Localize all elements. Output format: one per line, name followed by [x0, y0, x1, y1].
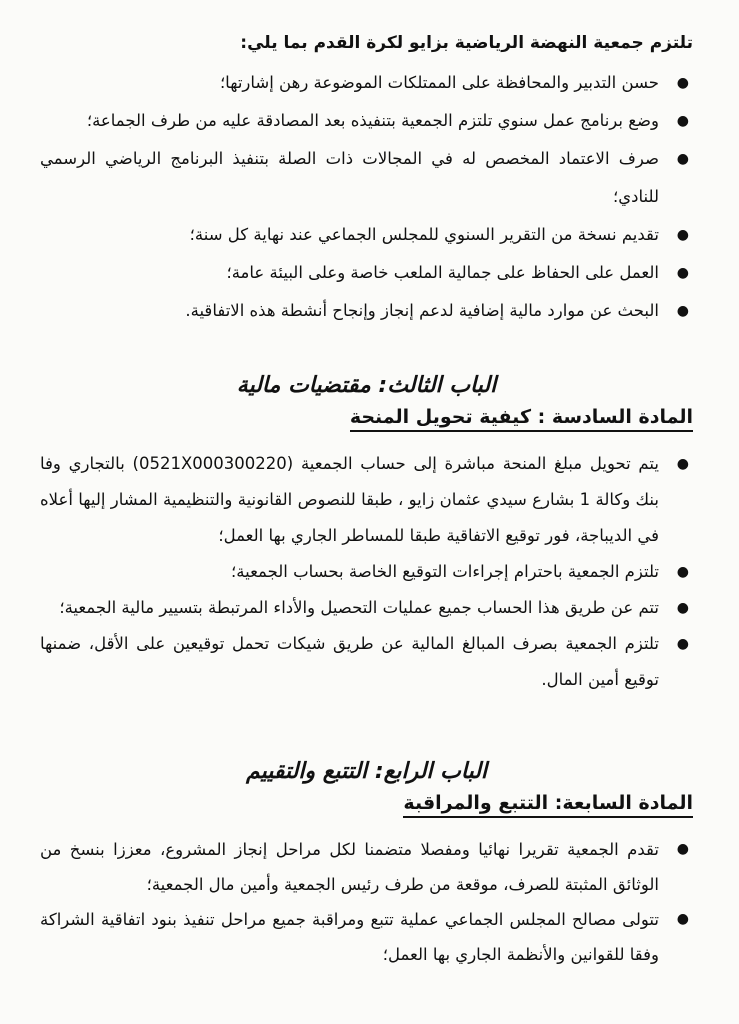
list-item — [40, 216, 693, 254]
bullet-icon: ● — [676, 75, 689, 91]
transfer-text-part1: يتم تحويل مبلغ المنحة مباشرة إلى حساب الجمعية — [300, 454, 659, 473]
list-item-text: صرف الاعتماد المخصص له في المجالات ذات الصلة بتنفيذ البرنامج الرياضي الرسمي للنادي؛ — [40, 149, 659, 206]
bullet-icon: ● — [676, 911, 689, 927]
bullet-icon: ● — [676, 600, 689, 616]
bullet-icon: ● — [676, 303, 689, 319]
chapter-four-title: الباب الرابع: التتبع والتقييم — [245, 759, 488, 784]
list-item — [40, 102, 693, 140]
list-item — [40, 590, 693, 626]
bullet-icon: ● — [676, 265, 689, 281]
transfer-text-part2: بالتجاري وفا بنك وكالة 1 بشارع سيدي عثمان زايو ، طبقا للنصوص القانونية والتنظيمية المشار إليها أعلاه في الديباجة، فور توقيع الاتفاقية طبقا للمساطر الجاري بها العمل؛ — [40, 454, 659, 545]
bullet-icon: ● — [676, 113, 689, 129]
bullet-icon: ● — [676, 564, 689, 580]
list-item — [40, 292, 693, 330]
bullet-icon: ● — [676, 151, 689, 167]
list-item — [40, 554, 693, 590]
list-item — [40, 902, 693, 972]
bullet-icon: ● — [676, 227, 689, 243]
bullet-icon: ● — [676, 456, 689, 472]
account-number: (0521X000300220) — [132, 454, 294, 473]
list-item-text: تتم عن طريق هذا الحساب جميع عمليات التحصيل والأداء المرتبطة بتسيير مالية الجمعية؛ — [59, 598, 659, 617]
article-six-title-text: المادة السادسة : كيفية تحويل المنحة — [350, 406, 693, 432]
obligations-list — [40, 64, 693, 330]
intro-text: تلتزم جمعية النهضة الرياضية بزايو لكرة القدم بما يلي: — [240, 33, 693, 53]
list-item — [40, 140, 693, 216]
article-seven-title — [40, 788, 693, 818]
list-item-text: تقدم الجمعية تقريرا نهائيا ومفصلا متضمنا لكل مراحل إنجاز المشروع، معززا بنسخ من الوثائق المثبتة للصرف، موقعة من طرف رئيس الجمعية وأمين مال الجمعية؛ — [40, 840, 659, 894]
list-item-text: وضع برنامج عمل سنوي تلتزم الجمعية بتنفيذه بعد المصادقة عليه من طرف الجماعة؛ — [86, 111, 659, 130]
bullet-icon: ● — [676, 841, 689, 857]
list-item — [40, 446, 693, 554]
list-item-text: حسن التدبير والمحافظة على الممتلكات الموضوعة رهن إشارتها؛ — [219, 73, 659, 92]
article-seven-list — [40, 832, 693, 972]
list-item-text: العمل على الحفاظ على جمالية الملعب خاصة وعلى البيئة عامة؛ — [226, 263, 659, 282]
article-six-list — [40, 446, 693, 698]
list-item — [40, 626, 693, 698]
list-item-text: تتولى مصالح المجلس الجماعي عملية تتبع ومراقبة جميع مراحل تنفيذ بنود اتفاقية الشراكة وفقا للقوانين والأنظمة الجاري بها العمل؛ — [40, 910, 659, 964]
list-item — [40, 64, 693, 102]
bullet-icon: ● — [676, 636, 689, 652]
article-six-title — [40, 402, 693, 432]
list-item — [40, 832, 693, 902]
list-item-text: البحث عن موارد مالية إضافية لدعم إنجاز وإنجاح أنشطة هذه الاتفاقية. — [185, 301, 659, 320]
list-item-text: تلتزم الجمعية بصرف المبالغ المالية عن طريق شيكات تحمل توقيعين على الأقل، ضمنها توقيع أمين المال. — [40, 634, 659, 689]
list-item-text: تقديم نسخة من التقرير السنوي للمجلس الجماعي عند نهاية كل سنة؛ — [189, 225, 659, 244]
chapter-three-title: الباب الثالث: مقتضيات مالية — [236, 373, 497, 398]
chapter-four — [40, 756, 693, 972]
list-item-text: تلتزم الجمعية باحترام إجراءات التوقيع الخاصة بحساب الجمعية؛ — [231, 562, 659, 581]
article-seven-title-text: المادة السابعة: التتبع والمراقبة — [403, 792, 693, 818]
chapter-three — [40, 370, 693, 698]
list-item — [40, 254, 693, 292]
